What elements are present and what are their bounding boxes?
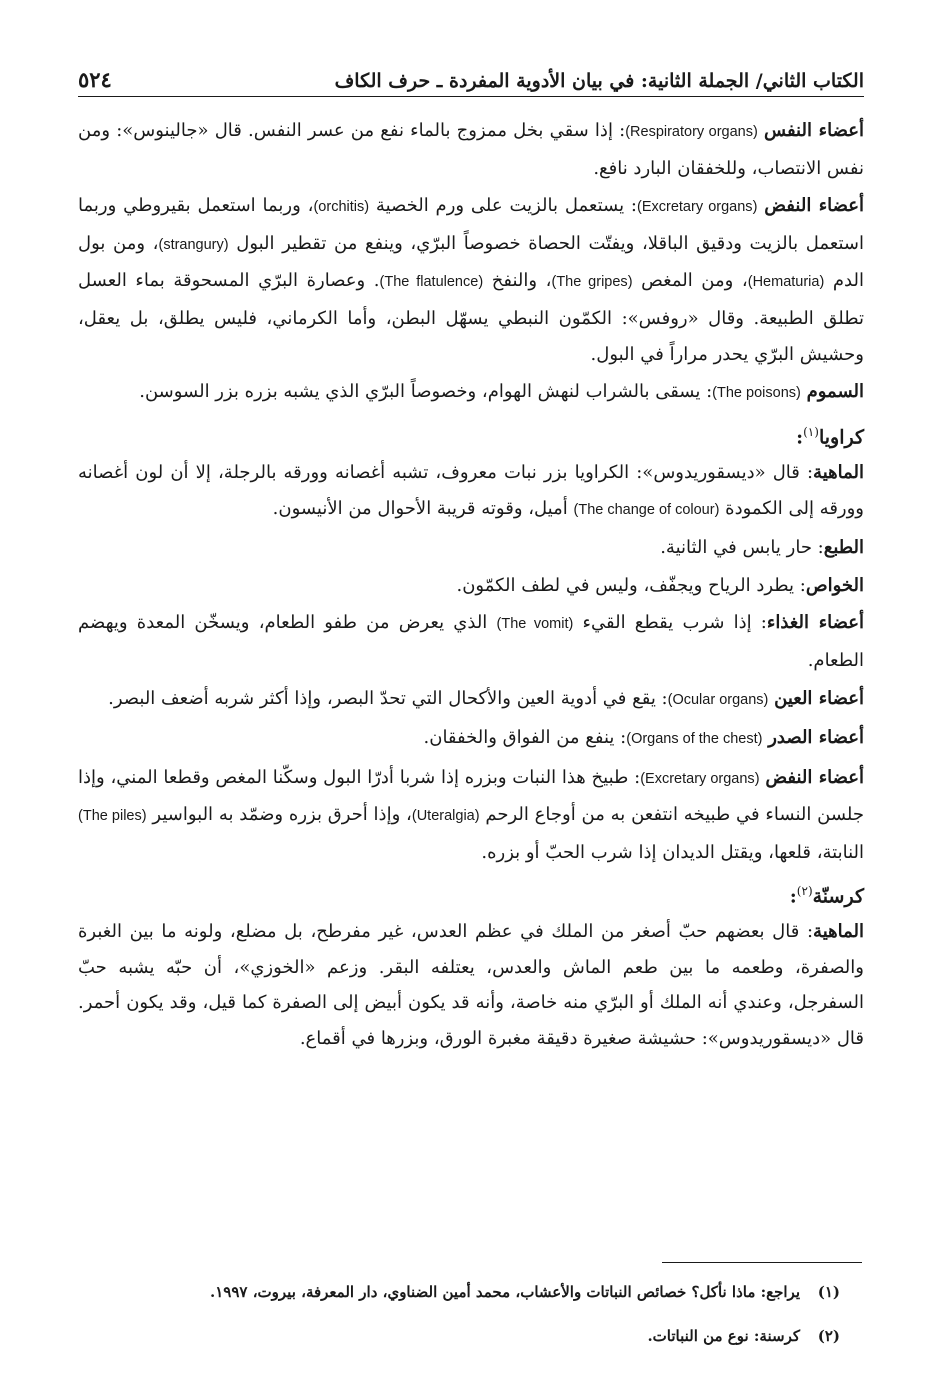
entry-chest-organs xyxy=(78,720,864,758)
entry-excretary-organs xyxy=(78,188,864,372)
plant-name: كرسنّة xyxy=(812,884,864,907)
english-gloss: (The vomit) xyxy=(496,616,574,633)
entry-term: أعضاء النفس xyxy=(764,120,864,141)
footnote-divider xyxy=(662,1262,862,1263)
entry-text: : ينفع من الفواق والخفقان. xyxy=(423,727,627,749)
english-gloss: (Excretary organs) xyxy=(640,770,760,787)
english-gloss: (The poisons) xyxy=(712,385,801,402)
english-gloss: (The gripes) xyxy=(551,274,633,291)
entry-term: الطبع xyxy=(823,537,864,559)
english-gloss: (The flatulence) xyxy=(379,274,484,291)
entry-nature xyxy=(78,530,864,566)
entry-text: . وعصارة البرّي المسحوقة بماء العسل تطلق الطبيعة. وقال «روفس»: الكمّون النبطي يسهّل البطن، وأما الكرماني، فليس يطلق، بل يعقل، وحشيش البرّي يحدر مراراً في البول. xyxy=(78,270,864,365)
english-gloss: (Hematuria) xyxy=(747,274,825,291)
entry-properties xyxy=(78,568,864,604)
entry-term: الخواص xyxy=(805,574,864,596)
english-gloss: (Respiratory organs) xyxy=(625,124,758,140)
footnote-text: كرسنة: نوع من النباتات. xyxy=(647,1327,800,1345)
entry-poisons xyxy=(78,374,864,412)
english-gloss: (orchitis) xyxy=(313,199,370,216)
english-gloss: (The change of colour) xyxy=(573,501,720,518)
entry-excretary-organs-2 xyxy=(78,760,864,871)
heading-colon: : xyxy=(796,426,804,449)
footnote-1 xyxy=(70,1270,840,1314)
entry-text: : حار يابس في الثانية. xyxy=(660,537,824,559)
page-number: ٥٢٤ xyxy=(78,67,112,92)
entry-term: أعضاء النفض xyxy=(764,195,865,217)
entry-text: : يسقى بالشراب لنهش الهوام، وخصوصاً البرّي الذي يشبه بزره بزر السوسن. xyxy=(139,381,713,403)
running-title: الكتاب الثاني/ الجملة الثانية: في بيان الأدوية المفردة ـ حرف الكاف xyxy=(334,70,864,92)
english-gloss: (Organs of the chest) xyxy=(626,731,763,748)
entry-text: النابتة، قلعها، ويقتل الديدان إذا شرب الحبّ أو بزره. xyxy=(481,842,864,864)
entry-term: الماهية xyxy=(813,462,864,484)
page-body xyxy=(78,113,864,1056)
entry-text: : يطرد الرياح ويجفّف، وليس في لطف الكمّون. xyxy=(456,574,806,596)
footnote-number: (٢) xyxy=(817,1327,840,1345)
heading-colon: : xyxy=(789,884,797,907)
footnote-ref: (٢) xyxy=(796,883,813,898)
plant-name: كراويا xyxy=(818,426,864,449)
english-gloss: (Excretary organs) xyxy=(637,199,758,216)
entry-text: ، وإذا أحرق بزره وضمّد به البواسير xyxy=(152,804,412,826)
plant-heading-karawya xyxy=(78,414,864,455)
entry-text: ، ومن المغص xyxy=(641,270,748,292)
entry-text: ، ومن بول الدم xyxy=(78,232,864,292)
english-gloss: (The piles) xyxy=(78,808,147,825)
entry-term: أعضاء الغذاء xyxy=(766,612,864,634)
footnotes xyxy=(70,1270,840,1358)
entry-term: أعضاء النفض xyxy=(765,766,864,788)
english-gloss: (Uteralgia) xyxy=(411,808,480,825)
footnote-ref: (١) xyxy=(803,424,819,439)
footnote-2 xyxy=(70,1314,840,1358)
footnote-number: (١) xyxy=(817,1283,840,1301)
entry-term: أعضاء العين xyxy=(774,687,864,709)
entry-text: الذي يعرض من طفو الطعام، ويسخّن المعدة ويهضم الطعام. xyxy=(78,612,864,672)
entry-text: : يستعمل بالزيت على ورم الخصية xyxy=(375,195,637,217)
entry-term: السموم xyxy=(806,381,864,403)
entry-text: : قال «ديسقوريدوس»: الكراويا بزر نبات معروف، تشبه أغصانه وورقه بالرجلة، إلا أن لون أغصانه وورقه إلى الكمودة xyxy=(78,462,864,519)
page-header xyxy=(78,52,864,97)
entry-respiratory-organs xyxy=(78,113,864,186)
entry-text: : إذا شرب يقطع القيء xyxy=(582,612,767,634)
entry-term: أعضاء الصدر xyxy=(768,727,864,749)
entry-text: أميل، وقوته قريبة الأحوال من الأنيسون. xyxy=(272,497,568,519)
entry-text: : إذا سقي بخل ممزوج بالماء نفع من عسر النفس. قال «جالينوس»: ومن نفس الانتصاب، وللخفقان البارد نافع. xyxy=(78,120,864,179)
entry-term: الماهية xyxy=(813,920,864,942)
footnote-text: يراجع: ماذا نأكل؟ خصائص النباتات والأعشاب، محمد أمين الضناوي، دار المعرفة، بيروت، ١٩٩٧. xyxy=(210,1283,800,1301)
entry-digestive-organs xyxy=(78,605,864,678)
english-gloss: (strangury) xyxy=(158,236,229,253)
entry-text: : طبيخ هذا النبات وبزره إذا شربا أدرّا البول وسكّنا المغص وقطعا المني، وإذا جلسن النساء في طبيخه انتفعن به من أوجاع الرحم xyxy=(78,766,864,826)
entry-text: : قال بعضهم حبّ أصغر من الملك في عظم العدس، غير مفرطح، بل مضلع، ولونه ما بين الغبرة والصفرة، وطعمه ما بين طعم الماش والعدس، يعتلفه البقر. وزعم «الخوزي»، أن حبّه يشبه حبّ السفرجل، وعندي أنه الملك أو البرّي منه خاصة، وأنه قد يكون أبيض إلى الصفرة كما قيل، وقد يكون أحمر. قال «ديسقوريدوس»: حشيشة صغيرة دقيقة مغبرة الورق، وبزرها في أقماع. xyxy=(78,920,864,1049)
entry-essence-2 xyxy=(78,914,864,1056)
english-gloss: (Ocular organs) xyxy=(667,691,769,708)
plant-heading-karsanna xyxy=(78,873,864,914)
entry-text: ، والنفخ xyxy=(491,270,552,292)
entry-text: : يقع في أدوية العين والأكحال التي تحدّ البصر، وإذا أكثر شربه أضعف البصر. xyxy=(108,687,668,709)
entry-ocular-organs xyxy=(78,681,864,719)
entry-text: ، وربما استعمل بقيروطي وربما استعمل بالزيت ودقيق الباقلا، ويفتّت الحصاة خصوصاً البرّي، وينفع من تقطير البول xyxy=(78,195,864,254)
entry-essence xyxy=(78,455,864,528)
